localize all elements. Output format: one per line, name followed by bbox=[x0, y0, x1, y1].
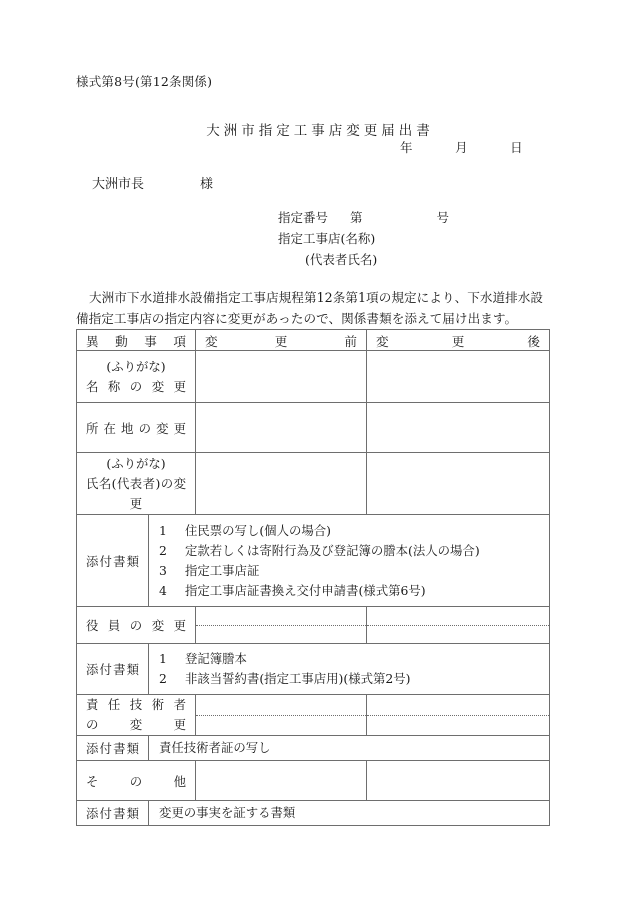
table-row bbox=[77, 607, 550, 644]
list-item bbox=[159, 649, 549, 669]
table-row bbox=[77, 515, 550, 607]
furigana-label: (ふりがな) bbox=[106, 455, 166, 471]
row-label-address-change bbox=[77, 403, 196, 453]
attachment-text-4 bbox=[149, 801, 550, 826]
table-row bbox=[77, 801, 550, 826]
attachment-label-3 bbox=[77, 736, 149, 761]
table-row bbox=[77, 351, 550, 403]
row-label-technician-change bbox=[77, 695, 196, 736]
statement-paragraph: 大洲市下水道排水設備指定工事店規程第12条第1項の規定により、下水道排水設備指定工事店の指定内容に変更があったので、関係書類を添えて届け出ます。 bbox=[76, 290, 544, 326]
item-number: 2 bbox=[159, 542, 167, 558]
address-change-after-field[interactable] bbox=[367, 403, 550, 453]
attachment-items bbox=[149, 644, 549, 694]
designation-number-line bbox=[278, 207, 449, 228]
furigana-label: (ふりがな) bbox=[106, 358, 166, 374]
list-item bbox=[159, 521, 549, 541]
address-change-label: 所在地の変更 bbox=[86, 420, 186, 436]
item-text: 登記簿謄本 bbox=[185, 651, 247, 666]
designation-gou: 号 bbox=[436, 210, 450, 225]
other-before-field[interactable] bbox=[196, 761, 367, 801]
attachment-label-text: 添付書類 bbox=[86, 662, 139, 677]
change-details-table bbox=[76, 329, 550, 826]
address-change-before-field[interactable] bbox=[196, 403, 367, 453]
designation-dai: 第 bbox=[350, 210, 363, 225]
date-month-label: 月 bbox=[455, 140, 468, 155]
list-item bbox=[159, 541, 549, 561]
representative-change-after-field[interactable] bbox=[367, 453, 550, 515]
item-text: 指定工事店証書換え交付申請書(様式第6号) bbox=[185, 582, 426, 598]
row-label-name-change bbox=[77, 351, 196, 403]
representative-change-label-line2: 更 bbox=[129, 495, 143, 511]
date-year-label: 年 bbox=[400, 140, 413, 155]
label-stack bbox=[77, 695, 195, 735]
table-row bbox=[77, 736, 550, 761]
table-header-row bbox=[77, 330, 550, 351]
table-row bbox=[77, 644, 550, 695]
addressee-line bbox=[92, 173, 213, 192]
attachment-text-3 bbox=[149, 736, 550, 761]
row-label-officer-change bbox=[77, 607, 196, 644]
row-label-other bbox=[77, 761, 196, 801]
company-name-label: 指定工事店(名称) bbox=[278, 231, 376, 246]
item-text: 指定工事店証 bbox=[185, 562, 260, 578]
item-number: 1 bbox=[159, 522, 167, 538]
applicant-block bbox=[278, 207, 449, 270]
item-text: 住民票の写し(個人の場合) bbox=[185, 522, 331, 538]
item-number: 1 bbox=[159, 651, 167, 666]
header-after-label: 変更後 bbox=[376, 333, 540, 349]
header-cell-before bbox=[196, 330, 367, 351]
attachment-list-2 bbox=[149, 644, 550, 695]
attachment-list-1 bbox=[149, 515, 550, 607]
item-text: 定款若しくは寄附行為及び登記簿の謄本(法人の場合) bbox=[185, 542, 480, 558]
addressee-honorific: 様 bbox=[200, 177, 214, 192]
officer-change-label: 役員の変更 bbox=[86, 618, 186, 633]
officer-change-after-field[interactable] bbox=[367, 607, 550, 644]
list-item bbox=[159, 669, 549, 689]
attachment-label-text: 添付書類 bbox=[86, 741, 139, 756]
label-stack bbox=[77, 454, 195, 514]
other-label: その他 bbox=[86, 773, 186, 789]
document-title: 大洲市指定工事店変更届出書 bbox=[206, 123, 434, 139]
table-row bbox=[77, 761, 550, 801]
attachment-single-text: 責任技術者証の写し bbox=[159, 740, 271, 755]
name-change-label: 名称の変更 bbox=[86, 378, 186, 394]
row-label-representative-change bbox=[77, 453, 196, 515]
item-number: 2 bbox=[159, 671, 167, 686]
other-after-field[interactable] bbox=[367, 761, 550, 801]
technician-change-after-field[interactable] bbox=[367, 695, 550, 736]
table-row bbox=[77, 695, 550, 736]
representative-change-label-line1: 氏名(代表者)の変 bbox=[86, 475, 186, 491]
form-number: 様式第8号(第12条関係) bbox=[76, 74, 213, 89]
technician-change-before-field[interactable] bbox=[196, 695, 367, 736]
label-stack bbox=[77, 357, 195, 397]
date-day-label: 日 bbox=[510, 140, 523, 155]
list-item bbox=[159, 561, 549, 581]
name-change-after-field[interactable] bbox=[367, 351, 550, 403]
item-number: 4 bbox=[159, 582, 167, 598]
attachment-items bbox=[149, 516, 549, 606]
attachment-label-4 bbox=[77, 801, 149, 826]
table-row bbox=[77, 453, 550, 515]
table-row bbox=[77, 403, 550, 453]
item-text: 非該当誓約書(指定工事店用)(様式第2号) bbox=[185, 671, 411, 686]
attachment-single-text: 変更の事実を証する書類 bbox=[159, 805, 296, 820]
header-item-label: 異動事項 bbox=[86, 333, 186, 349]
header-cell-after bbox=[367, 330, 550, 351]
header-cell-item bbox=[77, 330, 196, 351]
attachment-label-text: 添付書類 bbox=[86, 806, 139, 821]
date-line bbox=[400, 138, 523, 156]
item-number: 3 bbox=[159, 562, 167, 578]
header-before-label: 変更前 bbox=[205, 333, 357, 349]
technician-change-label-line2: の変更 bbox=[86, 717, 186, 732]
attachment-label-2 bbox=[77, 644, 149, 695]
name-change-before-field[interactable] bbox=[196, 351, 367, 403]
designation-number-label: 指定番号 bbox=[278, 210, 329, 225]
representative-change-before-field[interactable] bbox=[196, 453, 367, 515]
attachment-label-text: 添付書類 bbox=[86, 553, 139, 569]
technician-change-label-line1: 責任技術者 bbox=[86, 697, 186, 712]
addressee-name: 大洲市長 bbox=[92, 177, 145, 192]
attachment-label-1 bbox=[77, 515, 149, 607]
list-item bbox=[159, 581, 549, 601]
representative-name-label: (代表者氏名) bbox=[305, 252, 378, 267]
officer-change-before-field[interactable] bbox=[196, 607, 367, 644]
